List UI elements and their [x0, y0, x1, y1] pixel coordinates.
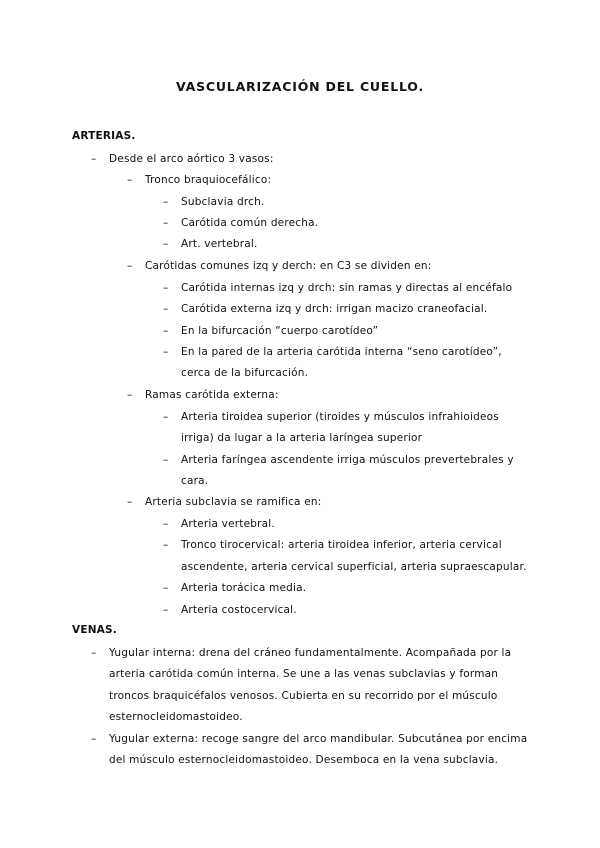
- list-item-continuation: cara.: [181, 475, 209, 487]
- list-item: Yugular externa: recoge sangre del arco mandibular. Subcutánea por encima: [109, 733, 528, 745]
- list-item: Arteria torácica media.: [181, 582, 307, 594]
- list-item: Carótida externa izq y drch: irrigan macizo craneofacial.: [181, 303, 488, 315]
- list-item: Tronco tirocervical: arteria tiroidea inferior, arteria cervical: [181, 539, 502, 551]
- list-item: Carótida internas izq y drch: sin ramas y directas al encéfalo: [181, 282, 513, 294]
- list-dash: –: [127, 496, 133, 508]
- list-item: Arteria costocervical.: [181, 604, 297, 616]
- list-item: Tronco braquiocefálico:: [145, 174, 272, 186]
- list-dash: –: [163, 303, 169, 315]
- list-dash: –: [163, 604, 169, 616]
- list-dash: –: [163, 454, 169, 466]
- list-item-continuation: irriga) da lugar a la arteria laríngea superior: [181, 432, 423, 444]
- list-item: Arteria faríngea ascendente irriga músculos prevertebrales y: [181, 454, 514, 466]
- list-item: Subclavia drch.: [181, 196, 265, 208]
- list-item: Desde el arco aórtico 3 vasos:: [109, 153, 274, 165]
- list-dash: –: [91, 153, 97, 165]
- list-dash: –: [91, 733, 97, 745]
- list-item-continuation: arteria carótida común interna. Se une a las venas subclavias y forman: [109, 668, 499, 680]
- list-dash: –: [163, 518, 169, 530]
- list-item-continuation: cerca de la bifurcación.: [181, 367, 309, 379]
- list-item: Arteria subclavia se ramifica en:: [145, 496, 322, 508]
- list-dash: –: [127, 174, 133, 186]
- page-title: VASCULARIZACIÓN DEL CUELLO.: [175, 79, 425, 94]
- list-item: Carótidas comunes izq y derch: en C3 se dividen en:: [145, 260, 432, 272]
- list-item-continuation: ascendente, arteria cervical superficial, arteria supraescapular.: [181, 561, 527, 573]
- list-dash: –: [163, 282, 169, 294]
- list-dash: –: [163, 196, 169, 208]
- list-item: Yugular interna: drena del cráneo fundamentalmente. Acompañada por la: [109, 647, 512, 659]
- list-dash: –: [163, 411, 169, 423]
- list-item: Arteria tiroidea superior (tiroides y músculos infrahioideos: [181, 411, 499, 423]
- list-dash: –: [127, 260, 133, 272]
- list-item: Art. vertebral.: [181, 238, 258, 250]
- list-item-continuation: del músculo esternocleidomastoideo. Desemboca en la vena subclavia.: [109, 754, 499, 766]
- list-item: En la pared de la arteria carótida interna “seno carotídeo”,: [181, 346, 502, 358]
- list-dash: –: [163, 346, 169, 358]
- list-item-continuation: esternocleidomastoideo.: [109, 711, 243, 723]
- list-dash: –: [163, 582, 169, 594]
- list-item: Carótida común derecha.: [181, 217, 319, 229]
- list-item: Ramas carótida externa:: [145, 389, 279, 401]
- list-dash: –: [163, 238, 169, 250]
- list-item: Arteria vertebral.: [181, 518, 275, 530]
- list-item: En la bifurcación “cuerpo carotídeo”: [181, 325, 379, 337]
- section-heading-arterias: ARTERIAS.: [72, 130, 136, 142]
- list-dash: –: [91, 647, 97, 659]
- list-dash: –: [163, 539, 169, 551]
- list-dash: –: [127, 389, 133, 401]
- section-heading-venas: VENAS.: [72, 624, 117, 636]
- list-dash: –: [163, 325, 169, 337]
- list-item-continuation: troncos braquicéfalos venosos. Cubierta en su recorrido por el músculo: [109, 690, 498, 702]
- list-dash: –: [163, 217, 169, 229]
